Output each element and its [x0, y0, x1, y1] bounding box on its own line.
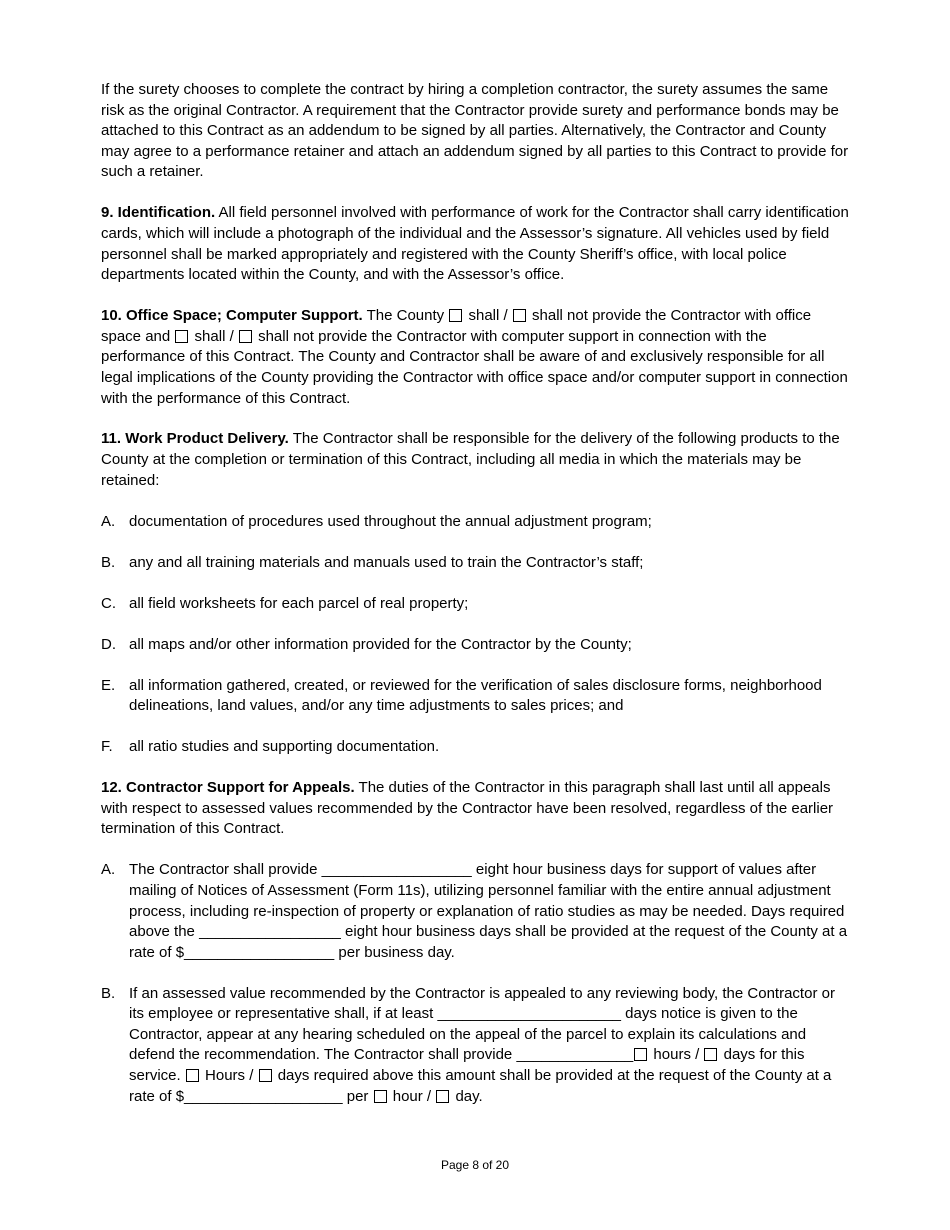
item-text: hour / — [388, 1087, 436, 1105]
item-text: days for this service. — [129, 1046, 805, 1085]
section-10-text: shall / — [464, 307, 512, 325]
item-text: days required above this amount shall be provided at the request of the County at a rate of $ — [129, 1067, 832, 1105]
list-marker: F. — [101, 738, 113, 756]
list-item-text — [129, 984, 851, 1108]
list-item — [101, 594, 851, 615]
list-item — [101, 553, 851, 574]
item-text: The Contractor shall provide — [129, 861, 322, 879]
office-space-shall-checkbox[interactable] — [449, 309, 462, 322]
item-text: days notice is given to the Contractor, appear at any hearing scheduled on the appeal of the parcel to explain its calculations and defend the recommendation. The Contractor shall provide — [129, 1005, 807, 1064]
list-item — [101, 676, 851, 717]
extra-days-checkbox[interactable] — [259, 1069, 272, 1082]
document-page — [101, 80, 851, 1128]
list-item-text: all information gathered, created, or reviewed for the verification of sales disclosure forms, neighborhood delineations, land values, and/or any time adjustments to sales prices; and — [129, 676, 822, 715]
section-10-text: The County — [362, 307, 449, 325]
list-marker: A. — [101, 861, 116, 879]
computer-support-shall-not-checkbox[interactable] — [239, 330, 252, 343]
section-12-body: The duties of the Contractor in this paragraph shall last until all appeals with respect to assessed values recommended by the Contractor have been resolved, regardless of the earlier termination of this Contract. — [101, 779, 834, 838]
service-days-checkbox[interactable] — [704, 1048, 717, 1061]
section-11-heading: 11. Work Product Delivery. — [101, 430, 289, 448]
list-marker: B. — [101, 984, 116, 1002]
list-item-text: all field worksheets for each parcel of real property; — [129, 594, 469, 612]
list-marker: E. — [101, 676, 116, 694]
section-10-text: shall / — [190, 327, 238, 345]
list-item-text — [129, 860, 851, 963]
list-item — [101, 512, 851, 533]
list-item — [101, 635, 851, 656]
days-required-blank[interactable]: _________________ — [199, 923, 341, 941]
notice-days-blank[interactable]: ______________________ — [437, 1005, 622, 1023]
page-number-footer: Page 8 of 20 — [440, 1158, 510, 1172]
intro-paragraph: If the surety chooses to complete the contract by hiring a completion contractor, the surety assumes the same risk as the original Contractor. A requirement that the Contractor provide surety and performance bonds may be attached to this Contract as an addendum to be signed by all parties. Alternatively, the Contractor and County may agree to a performance retainer and attach an addendum signed by all parties to this Contract to provide for such a retainer. — [101, 81, 849, 181]
section-10-heading: 10. Office Space; Computer Support. — [101, 307, 363, 325]
support-days-blank[interactable]: __________________ — [321, 861, 472, 879]
item-text: If an assessed value recommended by the Contractor is appealed to any reviewing body, the Contractor or its employee or representative shall, if at least — [129, 984, 835, 1023]
extra-hours-checkbox[interactable] — [186, 1069, 199, 1082]
service-amount-blank[interactable]: ______________ — [516, 1046, 634, 1064]
service-hours-checkbox[interactable] — [634, 1048, 647, 1061]
list-item-text: all ratio studies and supporting documentation. — [129, 738, 440, 756]
office-space-shall-not-checkbox[interactable] — [513, 309, 526, 322]
list-item-text: documentation of procedures used throughout the annual adjustment program; — [129, 512, 652, 530]
section-10-text: shall not provide the Contractor with computer support in connection with the performance of this Contract. The County and Contractor shall be aware of and exclusively responsible for all legal implications of the County providing the Contractor with office space and/or computer support in connection with the performance of this Contract. — [101, 327, 848, 407]
list-marker: B. — [101, 553, 116, 571]
section-11-work-product — [101, 429, 851, 491]
item-text: day. — [451, 1087, 483, 1105]
item-text: eight hour business days shall be provided at the request of the County at a rate of $ — [129, 923, 848, 961]
item-text: eight hour business days for support of values after mailing of Notices of Assessment (Form 11s), utilizing personnel familiar with the entire annual adjustment process, including re-inspection of property or explanation of ratio studies as may be needed. Days required above the — [129, 861, 845, 941]
list-item-text: all maps and/or other information provided for the Contractor by the County; — [129, 635, 632, 653]
list-item-text: any and all training materials and manuals used to train the Contractor’s staff; — [129, 553, 644, 571]
section-10-text: shall not provide the Contractor with office space and — [101, 307, 812, 345]
section-11-body: The Contractor shall be responsible for the delivery of the following products to the County at the completion or termination of this Contract, including all media in which the materials may be retained: — [101, 430, 840, 489]
computer-support-shall-checkbox[interactable] — [175, 330, 188, 343]
item-text: per business day. — [334, 943, 455, 961]
rate-per-day-blank[interactable]: __________________ — [184, 943, 335, 961]
item-text: per — [342, 1087, 373, 1105]
section-9-identification — [101, 203, 851, 285]
section-12-heading: 12. Contractor Support for Appeals. — [101, 779, 355, 797]
section-9-body: All field personnel involved with performance of work for the Contractor shall carry identification cards, which will include a photograph of the individual and the Assessor’s signature. All vehicles used by field personnel shall be marked appropriately and registered with the County Sheriff’s office, with local police departments located within the County, and with the Assessor’s office. — [101, 204, 849, 284]
item-text: Hours / — [200, 1067, 258, 1085]
list-marker: D. — [101, 635, 116, 653]
item-text: hours / — [649, 1046, 704, 1064]
rate-per-hour-checkbox[interactable] — [374, 1090, 387, 1103]
section-10-office-space — [101, 306, 851, 409]
list-marker: C. — [101, 594, 116, 612]
appeals-item-b — [101, 984, 851, 1108]
section-9-heading: 9. Identification. — [101, 204, 216, 222]
appeals-item-a — [101, 860, 851, 963]
section-12-appeals — [101, 778, 851, 840]
appeal-rate-blank[interactable]: ___________________ — [184, 1087, 343, 1105]
list-item — [101, 737, 851, 758]
list-marker: A. — [101, 512, 116, 530]
rate-per-day-checkbox[interactable] — [436, 1090, 449, 1103]
